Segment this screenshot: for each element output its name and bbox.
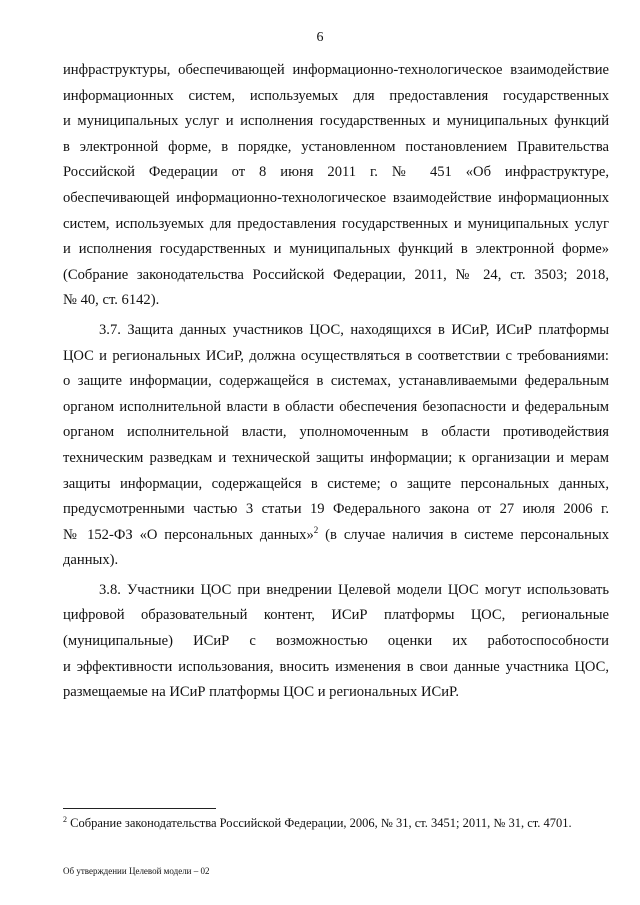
text-fragment: (в случае наличия в системе персональных bbox=[318, 526, 609, 543]
footnote-text: Собрание законодательства Российской Федерации, 2006, № 31, ст. 3451; 2011, № 31, ст. 4701. bbox=[67, 816, 572, 830]
footnote bbox=[63, 815, 609, 831]
text-line: инфраструктуры, обеспечивающей информационно-технологическое взаимодействие bbox=[63, 62, 609, 78]
text-line: ЦОС и региональных ИСиР, должна осуществляться в соответствии с требованиями: bbox=[63, 347, 609, 364]
text-line: Российской Федерации от 8 июня 2011 г. № 451 «Об инфраструктуре, bbox=[63, 164, 609, 181]
text-line: систем, используемых для предоставления государственных и муниципальных услуг bbox=[63, 215, 609, 232]
text-line: (муниципальные) ИСиР с возможностью оценки их работоспособности bbox=[63, 633, 609, 650]
paragraph-3-7 bbox=[63, 318, 609, 574]
text-line: и эффективности использования, вносить изменения в свои данные участника ЦОС, bbox=[63, 658, 609, 675]
text-line: предусмотренными частью 3 статьи 19 Федерального закона от 27 июля 2006 г. bbox=[63, 501, 609, 518]
text-line: информационных систем, используемых для предоставления государственных bbox=[63, 87, 609, 104]
paragraph-1 bbox=[63, 58, 609, 314]
paragraph-3-8 bbox=[63, 578, 609, 706]
text-line: органом исполнительной власти, уполномоченным в области противодействия bbox=[63, 424, 609, 441]
text-line-with-footnote bbox=[63, 523, 609, 549]
footnote-number: 2 bbox=[63, 814, 67, 824]
text-line: № 40, ст. 6142). bbox=[63, 292, 160, 309]
text-line: органом исполнительной власти в области обеспечения безопасности и федеральным bbox=[63, 398, 609, 415]
footnote-separator bbox=[63, 808, 216, 809]
text-line: и муниципальных услуг и исполнения государственных и муниципальных функций bbox=[63, 113, 609, 130]
text-line: о защите информации, содержащейся в системах, устанавливаемыми федеральным bbox=[63, 373, 609, 390]
text-line: цифровой образовательный контент, ИСиР платформы ЦОС, региональные bbox=[63, 607, 609, 624]
text-line: в электронной форме, в порядке, установленном постановлением Правительства bbox=[63, 138, 609, 155]
text-line: защиты информации, содержащейся в системе; о защите персональных данных, bbox=[63, 475, 609, 492]
text-line: и исполнения государственных и муниципальных функций в электронной форме» bbox=[63, 241, 609, 258]
text-line: данных). bbox=[63, 552, 119, 569]
text-line: техническим разведкам и технической защиты информации; к организации и мерам bbox=[63, 449, 609, 466]
text-line: размещаемые на ИСиР платформы ЦОС и региональных ИСиР. bbox=[63, 684, 459, 701]
footnote-reference[interactable]: 2 bbox=[313, 524, 319, 535]
text-fragment: № 152-ФЗ «О персональных данных» bbox=[63, 526, 314, 543]
text-line: 3.7. Защита данных участников ЦОС, находящихся в ИСиР, ИСиР платформы bbox=[99, 321, 609, 338]
document-body bbox=[63, 58, 609, 706]
text-line: обеспечивающей информационно-технологическое взаимодействие информационных bbox=[63, 189, 609, 206]
page-number: 6 bbox=[316, 30, 324, 45]
text-line: (Собрание законодательства Российской Федерации, 2011, № 24, ст. 3503; 2018, bbox=[63, 266, 609, 283]
text-line: 3.8. Участники ЦОС при внедрении Целевой модели ЦОС могут использовать bbox=[99, 581, 609, 598]
document-footer: Об утверждении Целевой модели – 02 bbox=[63, 866, 210, 876]
